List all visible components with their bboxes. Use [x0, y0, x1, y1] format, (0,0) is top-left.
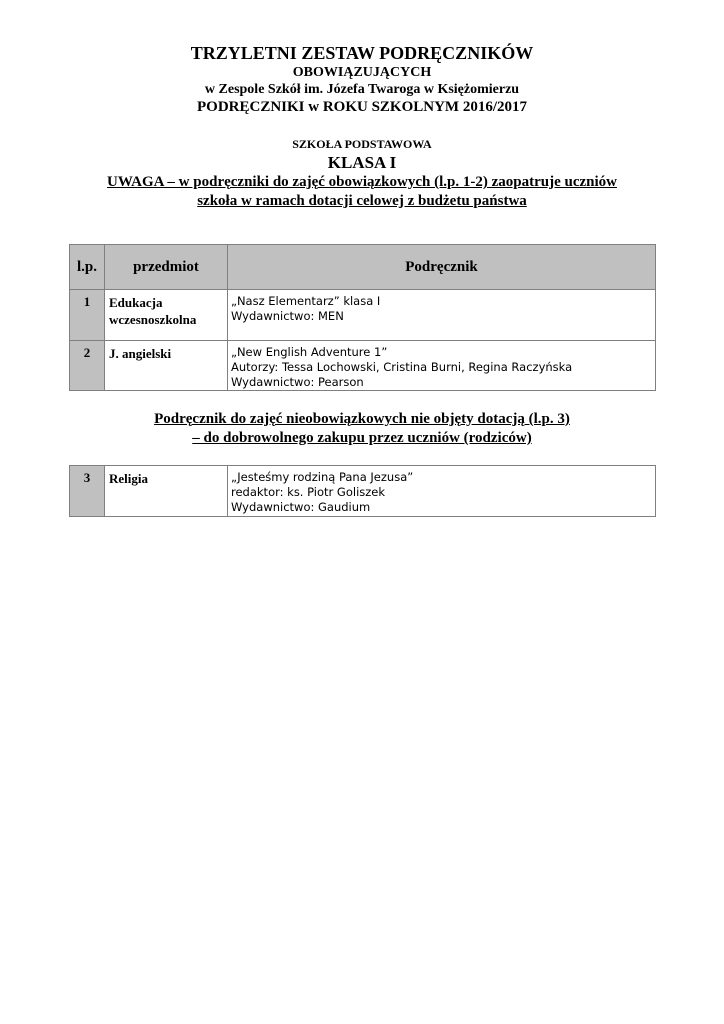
optional-note-line-2: – do dobrowolnego zakupu przez uczniów (rodziców) [192, 430, 532, 446]
row-subject [105, 290, 228, 341]
table-row [70, 466, 656, 517]
optional-note-line-1: Podręcznik do zajęć nieobowiązkowych nie objęty dotacją (l.p. 3) [154, 411, 570, 427]
subject-line: Religia [109, 471, 148, 486]
book-title: „Jesteśmy rodziną Pana Jezusa” [231, 470, 414, 484]
book-publisher: Wydawnictwo: MEN [231, 309, 344, 323]
row-book [228, 466, 656, 517]
row-book [228, 290, 656, 341]
school-name: w Zespole Szkół im. Józefa Twaroga w Księżomierzu [204, 82, 520, 97]
book-publisher: Wydawnictwo: Pearson [231, 375, 364, 389]
school-year: PODRĘCZNIKI w ROKU SZKOLNYM 2016/2017 [196, 99, 528, 115]
school-type: SZKOŁA PODSTAWOWA [292, 137, 432, 151]
table-row [70, 341, 656, 391]
row-lp: 2 [70, 341, 105, 391]
header-lp: l.p. [70, 245, 105, 290]
row-subject [105, 466, 228, 517]
subject-line: Edukacja [109, 295, 163, 310]
book-authors: Autorzy: Tessa Lochowski, Cristina Burni, Regina Raczyńska [231, 360, 573, 374]
optional-books-table [69, 465, 656, 517]
row-lp: 3 [70, 466, 105, 517]
document-title: TRZYLETNI ZESTAW PODRĘCZNIKÓW [190, 43, 534, 63]
table-row [70, 290, 656, 341]
row-lp: 1 [70, 290, 105, 341]
subject-line: wczesnoszkolna [109, 312, 197, 327]
note-line-2: szkoła w ramach dotacji celowej z budżetu państwa [197, 193, 527, 209]
subject-line: J. angielski [109, 346, 172, 361]
class-name: KLASA I [327, 153, 397, 172]
header-book: Podręcznik [228, 245, 656, 290]
book-editor: redaktor: ks. Piotr Goliszek [231, 485, 386, 499]
book-publisher: Wydawnictwo: Gaudium [231, 500, 371, 514]
mandatory-books-table [69, 244, 656, 391]
book-title: „Nasz Elementarz” klasa I [231, 294, 381, 308]
optional-books-note [0, 410, 724, 448]
document-header [0, 42, 724, 211]
note-line-1: UWAGA – w podręczniki do zajęć obowiązkowych (l.p. 1-2) zaopatruje uczniów [107, 174, 617, 190]
header-subject: przedmiot [105, 245, 228, 290]
table-header-row [70, 245, 656, 290]
row-subject [105, 341, 228, 391]
row-book [228, 341, 656, 391]
book-title: „New English Adventure 1” [231, 345, 388, 359]
document-subtitle: OBOWIĄZUJĄCYCH [292, 65, 432, 80]
